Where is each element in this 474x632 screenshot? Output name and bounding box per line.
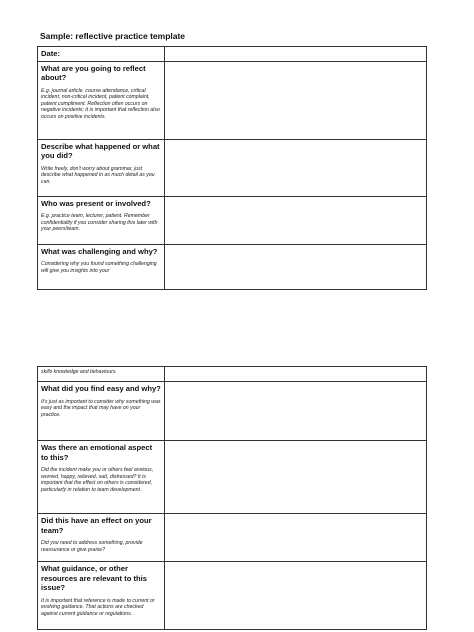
question-hint: Did you need to address something, provide reassurance or give praise? bbox=[41, 540, 143, 553]
question-cell bbox=[38, 382, 165, 441]
answer-cell[interactable] bbox=[165, 244, 427, 289]
question-label: What are you going to reflect about? bbox=[41, 63, 146, 82]
answer-cell[interactable] bbox=[165, 562, 427, 630]
answer-cell[interactable] bbox=[165, 61, 427, 139]
date-answer-cell[interactable] bbox=[165, 47, 427, 62]
date-row bbox=[38, 47, 427, 62]
answer-cell[interactable] bbox=[165, 382, 427, 441]
table-row bbox=[38, 514, 427, 562]
question-hint: E.g. practice team, lecturer, patient. Remember confidentiality if you consider sharing this later with your peers/team. bbox=[41, 213, 158, 233]
question-cell bbox=[38, 441, 165, 514]
table-row bbox=[38, 562, 427, 630]
table-row bbox=[38, 382, 427, 441]
question-cell bbox=[38, 562, 165, 630]
question-cell bbox=[38, 367, 165, 382]
date-label: Date: bbox=[41, 49, 60, 58]
question-hint: It's just as important to consider why something was easy and the impact that may have on your practice. bbox=[41, 398, 161, 418]
table-row bbox=[38, 139, 427, 196]
table-row bbox=[38, 196, 427, 244]
question-label: Was there an emotional aspect to this? bbox=[41, 443, 153, 462]
question-label: What guidance, or other resources are relevant to this issue? bbox=[41, 564, 147, 592]
question-cell bbox=[38, 196, 165, 244]
table-row bbox=[38, 61, 427, 139]
table-row bbox=[38, 367, 427, 382]
answer-cell[interactable] bbox=[165, 441, 427, 514]
question-label: Did this have an effect on your team? bbox=[41, 516, 152, 535]
question-label: Who was present or involved? bbox=[41, 198, 151, 208]
answer-cell[interactable] bbox=[165, 514, 427, 562]
answer-cell[interactable] bbox=[165, 139, 427, 196]
reflection-table-page-2 bbox=[37, 366, 427, 630]
question-cell bbox=[38, 139, 165, 196]
question-hint: Considering why you found something challenging will give you insights into your bbox=[41, 261, 157, 274]
reflection-table-page-1 bbox=[37, 46, 427, 290]
answer-cell[interactable] bbox=[165, 196, 427, 244]
date-label-cell bbox=[38, 47, 165, 62]
table-row bbox=[38, 441, 427, 514]
page-title: Sample: reflective practice template bbox=[40, 31, 186, 41]
question-hint: E.g. journal article, course attendance, critical incident, non-critical incident, patient complaint, patient compliment. Reflection often occurs on negative incidents; it is important that reflection also occurs on positive incidents. bbox=[41, 87, 160, 120]
question-hint: It is important that reference is made to current or evolving guidance. That actions are checked against current guidance or regulations. bbox=[41, 597, 155, 617]
question-label: What was challenging and why? bbox=[41, 246, 158, 256]
question-cell bbox=[38, 61, 165, 139]
question-hint: Did the incident make you or others feel anxious, worried, happy, relieved, sad, distressed? It is important that the effect on others is considered, particularly in relation to team development. bbox=[41, 467, 154, 493]
question-label: Describe what happened or what you did? bbox=[41, 141, 160, 160]
answer-cell[interactable] bbox=[165, 367, 427, 382]
question-cell bbox=[38, 514, 165, 562]
question-hint-continued: skills knowledge and behaviours. bbox=[41, 369, 117, 375]
question-hint: Write freely, don't worry about grammar, just describe what happened in as much detail as you can. bbox=[41, 165, 155, 185]
table-row bbox=[38, 244, 427, 289]
question-cell bbox=[38, 244, 165, 289]
question-label: What did you find easy and why? bbox=[41, 384, 161, 393]
